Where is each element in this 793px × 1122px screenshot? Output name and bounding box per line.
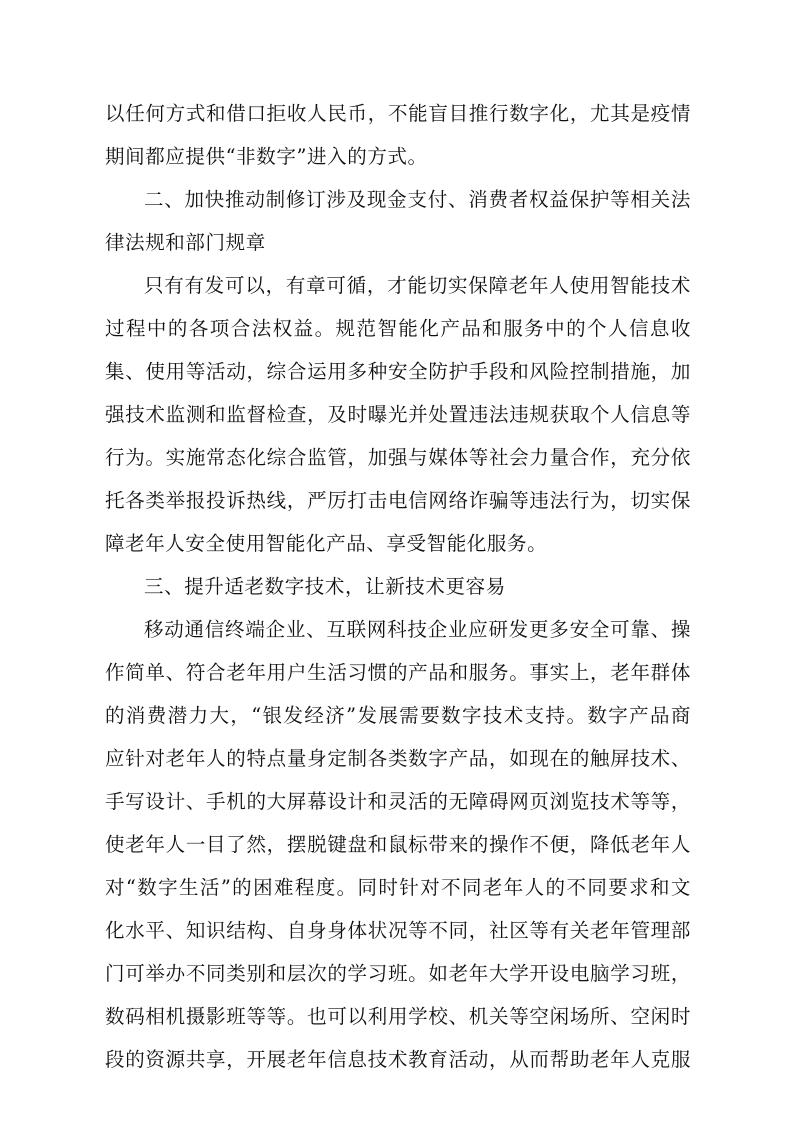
text-line: 托各类举报投诉热线，严厉打击电信网络诈骗等违法行为，切实保 — [105, 489, 691, 512]
text-line: 门可举办不同类别和层次的学习班。如老年大学开设电脑学习班， — [105, 962, 691, 985]
text-line: 律法规和部门规章 — [105, 231, 266, 254]
text-line: 二、加快推动制修订涉及现金支付、消费者权益保护等相关法 — [144, 188, 691, 211]
text-line: 数码相机摄影班等等。也可以利用学校、机关等空闲场所、空闲时 — [105, 1005, 691, 1028]
text-line: 使老年人一目了然，摆脱键盘和鼠标带来的操作不便，降低老年人 — [105, 833, 691, 856]
text-line: 的消费潜力大，“银发经济”发展需要数字技术支持。数字产品商 — [105, 704, 691, 727]
text-line: 对“数字生活”的困难程度。同时针对不同老年人的不同要求和文 — [105, 876, 691, 899]
text-line: 过程中的各项合法权益。规范智能化产品和服务中的个人信息收 — [105, 317, 691, 340]
text-line: 强技术监测和监督检查，及时曝光并处置违法违规获取个人信息等 — [105, 403, 691, 426]
text-line: 只有有发可以，有章可循，才能切实保障老年人使用智能技术 — [144, 274, 691, 297]
text-line: 三、提升适老数字技术，让新技术更容易 — [144, 575, 506, 598]
text-line: 障老年人安全使用智能化产品、享受智能化服务。 — [105, 532, 548, 555]
text-line: 以任何方式和借口拒收人民币，不能盲目推行数字化，尤其是疫情 — [105, 102, 691, 125]
text-line: 化水平、知识结构、自身身体状况等不同，社区等有关老年管理部 — [105, 919, 691, 942]
text-line: 手写设计、手机的大屏幕设计和灵活的无障碍网页浏览技术等等， — [105, 790, 691, 813]
text-line: 应针对老年人的特点量身定制各类数字产品，如现在的触屏技术、 — [105, 747, 691, 770]
text-line: 移动通信终端企业、互联网科技企业应研发更多安全可靠、操 — [144, 618, 691, 641]
text-line: 段的资源共享，开展老年信息技术教育活动，从而帮助老年人克服 — [105, 1048, 691, 1071]
text-line: 行为。实施常态化综合监管，加强与媒体等社会力量合作，充分依 — [105, 446, 691, 469]
document-body — [105, 92, 691, 1081]
text-line: 期间都应提供“非数字”进入的方式。 — [105, 145, 428, 168]
text-line: 作简单、符合老年用户生活习惯的产品和服务。事实上，老年群体 — [105, 661, 691, 684]
text-line: 集、使用等活动，综合运用多种安全防护手段和风险控制措施，加 — [105, 360, 691, 383]
